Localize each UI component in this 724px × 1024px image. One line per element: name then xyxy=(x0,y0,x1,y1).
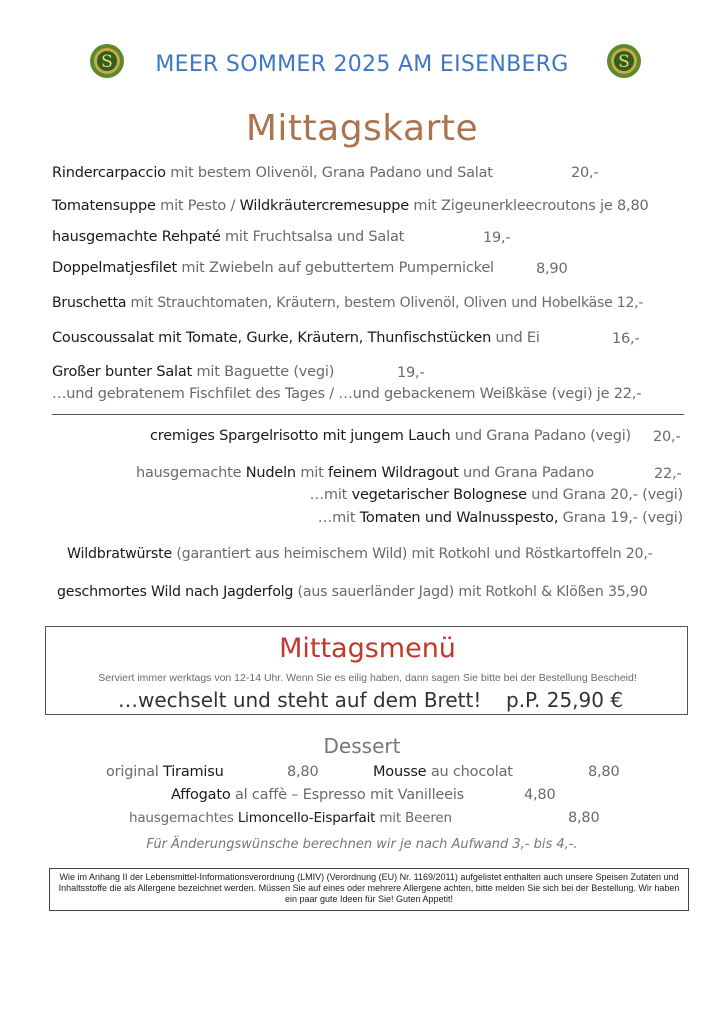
price-spargelrisotto: 20,- xyxy=(653,429,681,445)
price-rindercarpaccio: 20,- xyxy=(571,165,599,181)
price-doppelmatjesfilet: 8,90 xyxy=(536,261,568,277)
dish-nudeln-walnusspesto: …mit Tomaten und Walnusspesto, Grana 19,- (vegi) xyxy=(317,510,683,526)
price-affogato: 4,80 xyxy=(524,787,556,803)
dish-doppelmatjesfilet: Doppelmatjesfilet mit Zwiebeln auf gebuttertem Pumpernickel xyxy=(52,260,494,276)
allergen-notice: Wie im Anhang II der Lebensmittel-Informationsverordnung (LMIV) (Verordnung (EU) Nr. 1169/2011) aufgelistet enthalten auch unsere Speisen Zutaten und Inhaltsstoffe die als Allergene bezeichnet werden. Müssen Sie auf eines oder mehrere Allergene achten, bitte melden Sie sich bei der Bestellung. Wir haben ein paar gute Ideen für Sie! Guten Appetit! xyxy=(49,868,689,911)
price-couscoussalat: 16,- xyxy=(612,331,640,347)
lunch-menu-line: …wechselt und steht auf dem Brett! xyxy=(118,688,482,712)
dish-spargelrisotto: cremiges Spargelrisotto mit jungem Lauch und Grana Padano (vegi) xyxy=(150,428,631,444)
price-limoncello: 8,80 xyxy=(568,810,600,826)
restaurant-title: MEER SOMMER 2025 AM EISENBERG xyxy=(155,52,569,77)
divider xyxy=(52,414,684,415)
dessert-note: Für Änderungswünsche berechnen wir je nach Aufwand 3,- bis 4,-. xyxy=(146,837,578,852)
svg-text:S: S xyxy=(101,52,113,72)
price-rehpate: 19,- xyxy=(483,230,511,246)
lunch-menu-box xyxy=(45,626,688,715)
dish-bruschetta: Bruschetta mit Strauchtomaten, Kräutern, bestem Olivenöl, Oliven und Hobelkäse 12,- xyxy=(52,295,644,311)
price-nudeln-wildragout: 22,- xyxy=(654,466,682,482)
dish-couscoussalat: Couscoussalat mit Tomate, Gurke, Kräutern, Thunfischstücken und Ei xyxy=(52,330,540,346)
dish-rehpate: hausgemachte Rehpaté mit Fruchtsalsa und Salat xyxy=(52,229,405,245)
dessert-mousse: Mousse au chocolat xyxy=(373,764,513,780)
dish-nudeln-wildragout: hausgemachte Nudeln mit feinem Wildragout und Grana Padano xyxy=(136,465,594,481)
price-tiramisu: 8,80 xyxy=(287,764,319,780)
dessert-tiramisu: original Tiramisu xyxy=(106,764,224,780)
svg-text:S: S xyxy=(618,52,630,72)
dish-wildbratwuerste: Wildbratwürste (garantiert aus heimischem Wild) mit Rotkohl und Röstkartoffeln 20,- xyxy=(67,546,653,562)
dessert-heading: Dessert xyxy=(323,734,401,758)
dish-bunter-salat: Großer bunter Salat mit Baguette (vegi) xyxy=(52,364,335,380)
dish-rindercarpaccio: Rindercarpaccio mit bestem Olivenöl, Grana Padano und Salat xyxy=(52,165,493,181)
dish-tomatensuppe: Tomatensuppe mit Pesto / Wildkräutercremesuppe mit Zigeunerkleecroutons je 8,80 xyxy=(52,198,649,214)
dish-nudeln-bolognese: …mit vegetarischer Bolognese und Grana 20,- (vegi) xyxy=(309,487,683,503)
price-mousse: 8,80 xyxy=(588,764,620,780)
lunch-menu-price: p.P. 25,90 € xyxy=(506,688,624,712)
lunch-menu-title: Mittagsmenü xyxy=(279,633,456,664)
lunch-menu-subtitle: Serviert immer werktags von 12-14 Uhr. Wenn Sie es eilig haben, dann sagen Sie bitte bei der Bestellung Bescheid! xyxy=(98,672,637,684)
page-title: Mittagskarte xyxy=(245,108,479,149)
dessert-affogato: Affogato al caffè – Espresso mit Vanilleeis xyxy=(171,787,465,803)
price-bunter-salat: 19,- xyxy=(397,365,425,381)
dish-geschmortes-wild: geschmortes Wild nach Jagderfolg (aus sauerländer Jagd) mit Rotkohl & Klößen 35,90 xyxy=(57,584,648,600)
dish-bunter-salat-variants: …und gebratenem Fischfilet des Tages / …und gebackenem Weißkäse (vegi) je 22,- xyxy=(52,386,642,402)
dessert-limoncello: hausgemachtes Limoncello-Eisparfait mit Beeren xyxy=(129,810,452,826)
